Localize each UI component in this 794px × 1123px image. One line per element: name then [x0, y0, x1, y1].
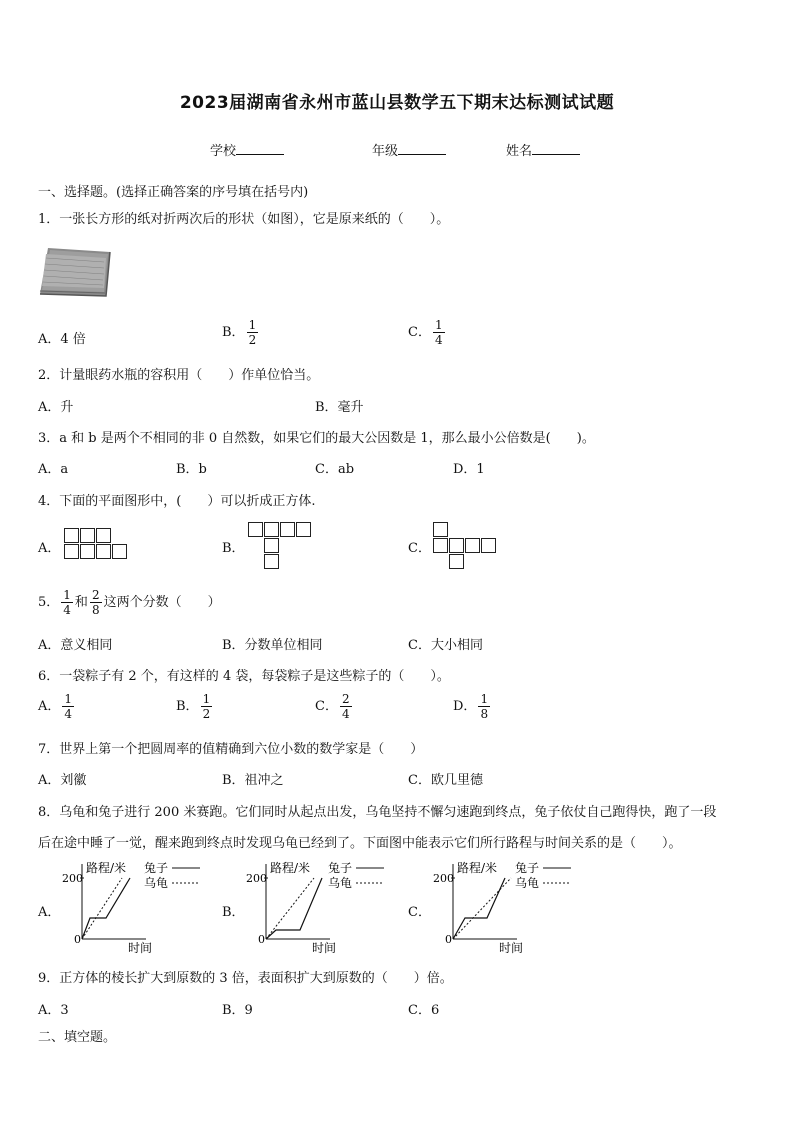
q4-text: 4．下面的平面图形中，( ）可以折成正方体.: [38, 494, 316, 509]
q7-text: 7．世界上第一个把圆周率的值精确到六位小数的数学家是（ ）: [38, 742, 424, 757]
q6-text: 6．一袋粽子有 2 个，有这样的 4 袋，每袋粽子是这些粽子的（ ）。: [38, 669, 450, 684]
q9-option-b[interactable]: B．9: [222, 1003, 253, 1018]
q7-option-c[interactable]: C．欧几里德: [408, 773, 483, 788]
q4-option-c-label[interactable]: C．: [408, 541, 431, 556]
q6-d-label: D．: [453, 699, 477, 714]
rabbit-line: [82, 878, 130, 939]
turtle-legend: 乌龟: [515, 876, 540, 890]
turtle-line: [82, 878, 122, 939]
rabbit-legend: 兔子: [144, 861, 169, 875]
q3-option-d[interactable]: D．1: [453, 462, 485, 477]
name-blank[interactable]: [532, 142, 580, 155]
origin-label: 0: [74, 933, 81, 946]
cube-net-c[interactable]: [433, 522, 499, 570]
q5-and: 和: [74, 595, 88, 610]
cube-net-b[interactable]: [248, 522, 314, 570]
y-max-label: 200: [433, 872, 454, 885]
q1-option-c[interactable]: [408, 318, 447, 347]
race-graph-a[interactable]: [60, 856, 210, 956]
y-axis-label: 路程/米: [270, 861, 311, 875]
turtle-legend: 乌龟: [144, 876, 169, 890]
school-label: 学校: [210, 144, 237, 159]
fraction: $\frac{2}{4}$: [341, 692, 350, 721]
q5-option-b[interactable]: B．分数单位相同: [222, 638, 323, 653]
q1-b-label: B．: [222, 325, 245, 340]
q1-text: 1．一张长方形的纸对折两次后的形状（如图），它是原来纸的（ ）。: [38, 212, 450, 227]
q3-text: 3．a 和 b 是两个不相同的非 0 自然数，如果它们的最大公因数是 1，那么最小公倍数是( )。: [38, 431, 595, 446]
q6-option-c[interactable]: [315, 692, 354, 721]
y-axis-label: 路程/米: [86, 861, 127, 875]
q5-option-a[interactable]: A．意义相同: [38, 638, 113, 653]
fraction: $\frac{1}{4}$: [434, 318, 443, 347]
q5-text: [38, 588, 221, 617]
q7-option-a[interactable]: A．刘徽: [38, 773, 87, 788]
y-max-label: 200: [246, 872, 267, 885]
q4-option-b-label[interactable]: B．: [222, 541, 245, 556]
q6-option-b[interactable]: [176, 692, 214, 721]
race-graph-b[interactable]: [244, 856, 394, 956]
fraction: $\frac{1}{4}$: [64, 692, 73, 721]
fraction: $\frac{1}{2}$: [202, 692, 211, 721]
q9-text: 9．正方体的棱长扩大到原数的 3 倍，表面积扩大到原数的（ ）倍。: [38, 971, 453, 986]
x-axis-label: 时间: [312, 941, 337, 955]
origin-label: 0: [445, 933, 452, 946]
grade-label: 年级: [372, 144, 399, 159]
q2-option-b[interactable]: B．毫升: [315, 400, 364, 415]
q6-b-label: B．: [176, 699, 199, 714]
q8-text-line2: 后在途中睡了一觉，醒来跑到终点时发现乌龟已经到了。下面图中能表示它们所行路程与时间关系的是（ ）。: [38, 836, 682, 851]
name-field: [506, 140, 580, 159]
x-axis-label: 时间: [499, 941, 524, 955]
grade-field: [372, 140, 446, 159]
y-axis-label: 路程/米: [457, 861, 498, 875]
school-field: [210, 140, 284, 159]
q5-number: 5．: [38, 595, 60, 610]
name-label: 姓名: [506, 144, 533, 159]
grade-blank[interactable]: [398, 142, 446, 155]
turtle-legend: 乌龟: [328, 876, 353, 890]
q3-option-b[interactable]: B．b: [176, 462, 207, 477]
fraction: $\frac{1}{2}$: [248, 318, 257, 347]
race-graph-c[interactable]: [431, 856, 581, 956]
q8-option-a-label[interactable]: A．: [38, 905, 61, 920]
q3-option-c[interactable]: C．ab: [315, 462, 355, 477]
x-axis-label: 时间: [128, 941, 153, 955]
rabbit-legend: 兔子: [328, 861, 353, 875]
fraction: $\frac{1}{8}$: [480, 692, 489, 721]
q3-option-a[interactable]: A．a: [38, 462, 69, 477]
q1-option-a[interactable]: A．4 倍: [38, 332, 86, 347]
q4-option-a-label[interactable]: A．: [38, 541, 61, 556]
rabbit-line: [266, 878, 322, 939]
q6-option-d[interactable]: [453, 692, 492, 721]
page-title: 2023届湖南省永州市蓝山县数学五下期末达标测试试题: [179, 93, 615, 113]
cube-net-a[interactable]: [64, 528, 130, 562]
turtle-line: [453, 878, 511, 939]
q8-option-b-label[interactable]: B．: [222, 905, 245, 920]
q1-c-label: C．: [408, 325, 431, 340]
q6-c-label: C．: [315, 699, 338, 714]
q9-option-c[interactable]: C．6: [408, 1003, 440, 1018]
q6-option-a[interactable]: [38, 692, 76, 721]
origin-label: 0: [258, 933, 265, 946]
q9-option-a[interactable]: A．3: [38, 1003, 69, 1018]
q5-tail: 这两个分数（ ）: [103, 595, 221, 610]
rabbit-legend: 兔子: [515, 861, 540, 875]
rabbit-line: [453, 878, 505, 939]
section-2-heading: 二、填空题。: [38, 1030, 117, 1045]
fraction: $\frac{2}{8}$: [91, 588, 100, 617]
y-max-label: 200: [62, 872, 83, 885]
section-1-heading: 一、选择题。(选择正确答案的序号填在括号内): [38, 185, 309, 200]
q6-a-label: A．: [38, 699, 61, 714]
q8-text-line1: 8．乌龟和兔子进行 200 米赛跑。它们同时从起点出发，乌龟坚持不懈匀速跑到终点，兔子依仗自己跑得快，跑了一段: [38, 805, 717, 820]
q1-option-b[interactable]: [222, 318, 260, 347]
q5-option-c[interactable]: C．大小相同: [408, 638, 483, 653]
q7-option-b[interactable]: B．祖冲之: [222, 773, 284, 788]
folded-paper-image: [36, 244, 116, 306]
q2-text: 2．计量眼药水瓶的容积用（ ）作单位恰当。: [38, 368, 320, 383]
q8-option-c-label[interactable]: C．: [408, 905, 431, 920]
q2-option-a[interactable]: A．升: [38, 400, 74, 415]
fraction: $\frac{1}{4}$: [63, 588, 71, 617]
school-blank[interactable]: [236, 142, 284, 155]
